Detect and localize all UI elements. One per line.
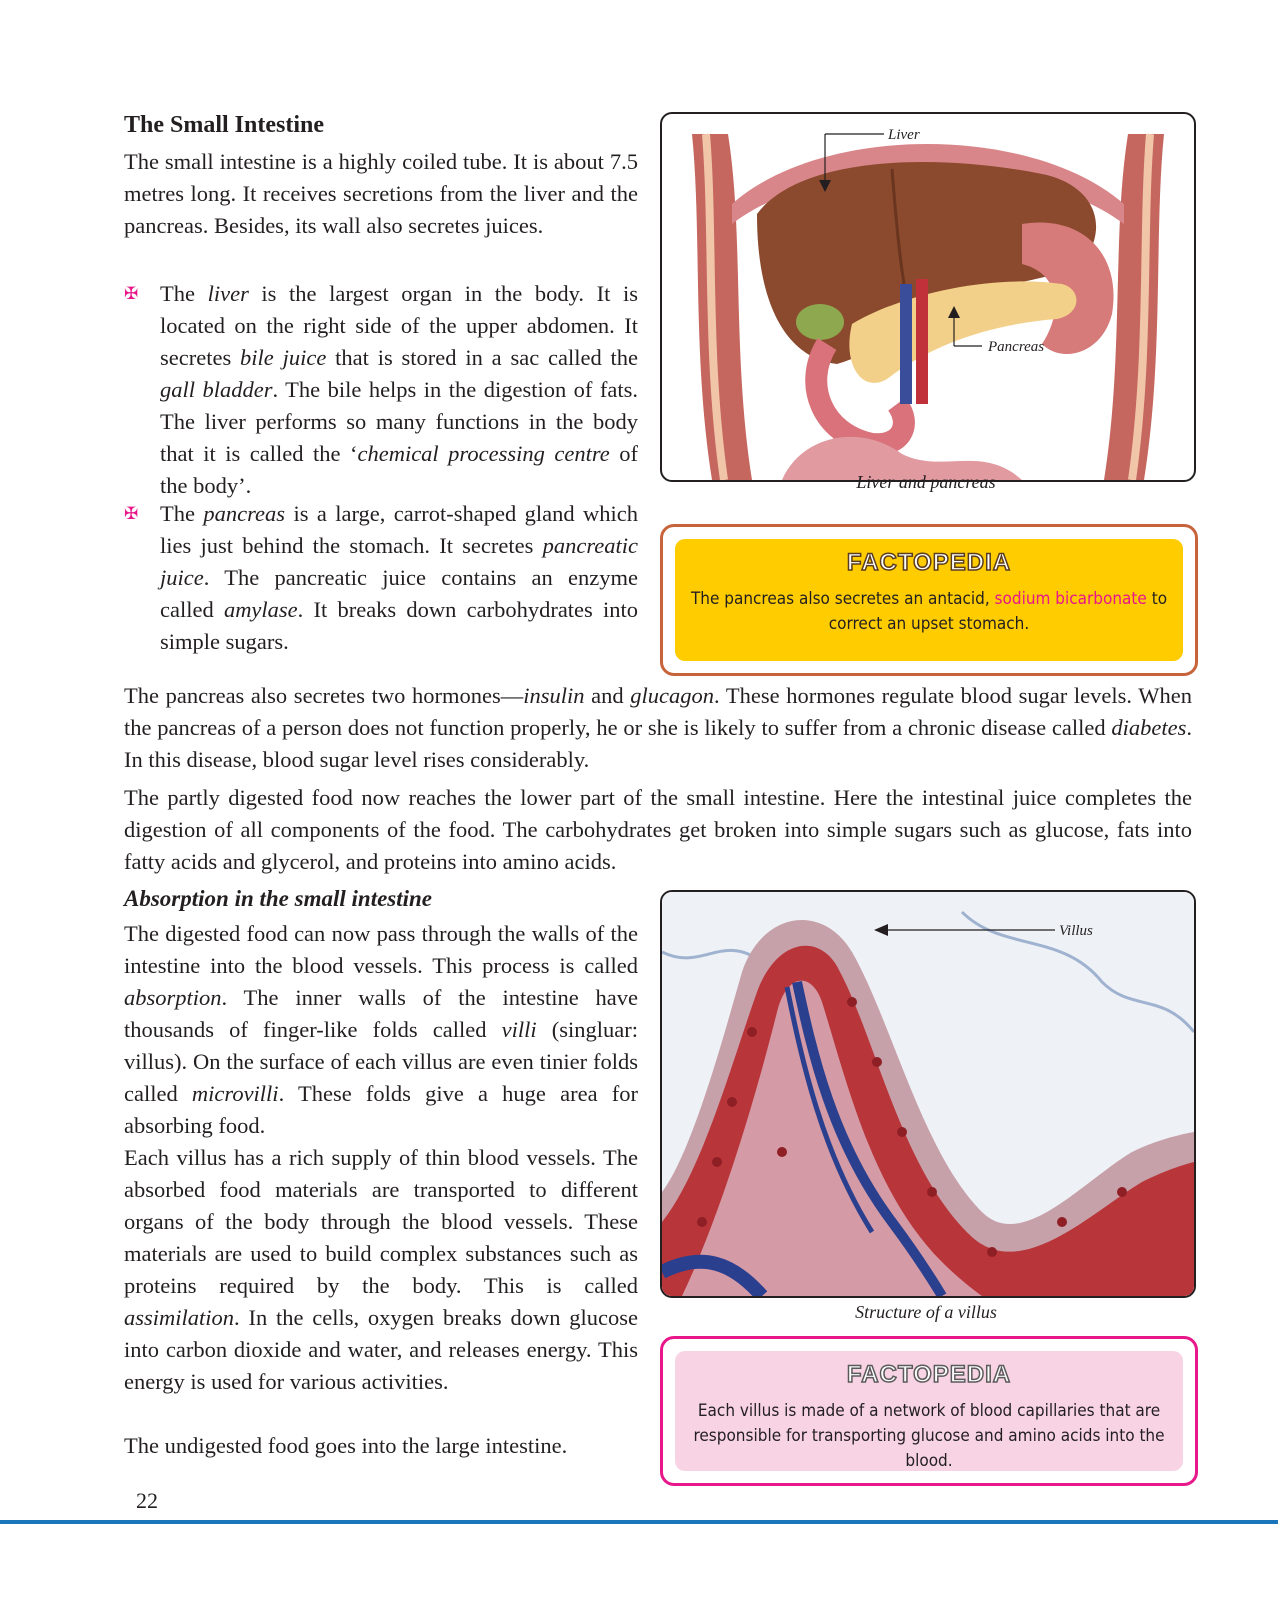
term-villi: villi	[501, 1017, 537, 1042]
text-run: The pancreas also secretes two hormones—	[124, 683, 524, 708]
highlight-sodium-bicarbonate: sodium bicarbonate	[994, 589, 1147, 609]
factopedia-text-2: Each villus is made of a network of blood capillaries that are responsible for transporting glucose and amino acids into the blood.	[693, 1401, 1165, 1471]
page-number: 22	[136, 1488, 158, 1513]
bullet-pancreas	[160, 498, 638, 658]
paragraph-absorption	[124, 918, 638, 1142]
text-run: and	[584, 683, 631, 708]
figure-villus	[660, 890, 1196, 1298]
bullet-liver	[160, 278, 638, 502]
factopedia-panel-1	[675, 539, 1183, 661]
text-run: . The pancreatic juice contains an enzyme called	[160, 565, 638, 622]
footer-rule	[0, 1520, 1278, 1524]
caption-liver-pancreas: Liver and pancreas	[856, 472, 996, 492]
text-run: . These folds give a huge area for absorbing food.	[124, 1081, 638, 1138]
term-amylase: amylase	[223, 597, 298, 622]
term-chemical-processing-centre: chemical processing centre	[357, 441, 610, 466]
term-pancreas: pancreas	[203, 501, 286, 526]
factopedia-box-1	[660, 524, 1198, 676]
factopedia-title-2: FACTOPEDIA	[846, 1361, 1012, 1388]
paragraph-undigested: The undigested food goes into the large intestine.	[124, 1433, 568, 1458]
factopedia-text-1	[689, 587, 1169, 637]
villus-micrograph	[662, 892, 1194, 1296]
text-run: . The inner walls of the intestine have thousands of finger-like folds called	[124, 985, 638, 1042]
text-run: that is stored in a sac called the	[326, 345, 639, 370]
paragraph-assimilation	[124, 1142, 638, 1398]
intro-paragraph: The small intestine is a highly coiled tube. It is about 7.5 metres long. It receives secretions from the liver and the pancreas. Besides, its wall also secretes juices.	[124, 149, 638, 238]
text-run: Each villus has a rich supply of thin blood vessels. The absorbed food materials are transported to different organs of the body through the blood vessels. These materials are used to build complex substances such as proteins required by the body. This is called	[124, 1145, 638, 1298]
text-run: The	[160, 281, 208, 306]
text-run: . It breaks down carbohydrates into simple sugars.	[160, 597, 639, 654]
absorption-title: Absorption in the small intestine	[124, 886, 433, 911]
term-assimilation: assimilation	[124, 1305, 235, 1330]
term-bile-juice: bile juice	[240, 345, 327, 370]
figure-liver-pancreas	[660, 112, 1196, 482]
caption-villus: Structure of a villus	[855, 1302, 997, 1322]
text-run: The digested food can now pass through the walls of the intestine into the blood vessels. This process is called	[124, 921, 638, 978]
paragraph-digestion: The partly digested food now reaches the lower part of the small intestine. Here the intestinal juice completes the digestion of all components of the food. The carbohydrates get broken into simple sugars such as glucose, fats into fatty acids and glycerol, and proteins into amino acids.	[124, 785, 1192, 874]
bullet-cross-icon: ✠	[124, 284, 139, 303]
term-pancreatic-juice: pancreatic juice	[160, 533, 638, 590]
text-run: (singluar: villus). On the surface of each villus are even tinier folds called	[124, 1017, 638, 1106]
term-absorption: absorption	[124, 985, 222, 1010]
term-glucagon: glucagon	[630, 683, 715, 708]
term-microvilli: microvilli	[191, 1081, 279, 1106]
factopedia-title-1: FACTOPEDIA	[846, 549, 1012, 576]
text-run: . In this disease, blood sugar level rises considerably.	[124, 715, 1192, 772]
text-run: The pancreas also secretes an antacid,	[690, 589, 995, 609]
label-villus: Villus	[1059, 923, 1093, 939]
term-insulin: insulin	[523, 683, 585, 708]
liver-pancreas-illustration	[662, 114, 1194, 480]
factopedia-box-2	[660, 1336, 1198, 1486]
text-run: of the body’.	[160, 441, 638, 498]
label-pancreas: Pancreas	[988, 339, 1045, 355]
factopedia-panel-2	[675, 1351, 1183, 1471]
paragraph-hormones	[124, 680, 1192, 776]
bullet-cross-icon: ✠	[124, 504, 139, 523]
term-diabetes: diabetes	[1111, 715, 1187, 740]
label-liver: Liver	[888, 127, 920, 143]
term-gall-bladder: gall bladder	[160, 377, 273, 402]
text-run: The	[160, 501, 204, 526]
text-run: to correct an upset stomach.	[828, 589, 1168, 634]
section-title: The Small Intestine	[124, 112, 325, 138]
text-run: is the largest organ in the body. It is located on the right side of the upper abdomen. It secretes	[160, 281, 639, 370]
term-liver: liver	[207, 281, 249, 306]
text-run: . The bile helps in the digestion of fats. The liver performs so many functions in the body that it is called the ‘	[160, 377, 638, 466]
text-run: is a large, carrot-shaped gland which lies just behind the stomach. It secretes	[160, 501, 639, 558]
text-run: . In the cells, oxygen breaks down glucose into carbon dioxide and water, and releases energy. This energy is used for various activities.	[124, 1305, 638, 1394]
text-run: . These hormones regulate blood sugar levels. When the pancreas of a person does not function properly, he or she is likely to suffer from a chronic disease called	[124, 683, 1192, 740]
